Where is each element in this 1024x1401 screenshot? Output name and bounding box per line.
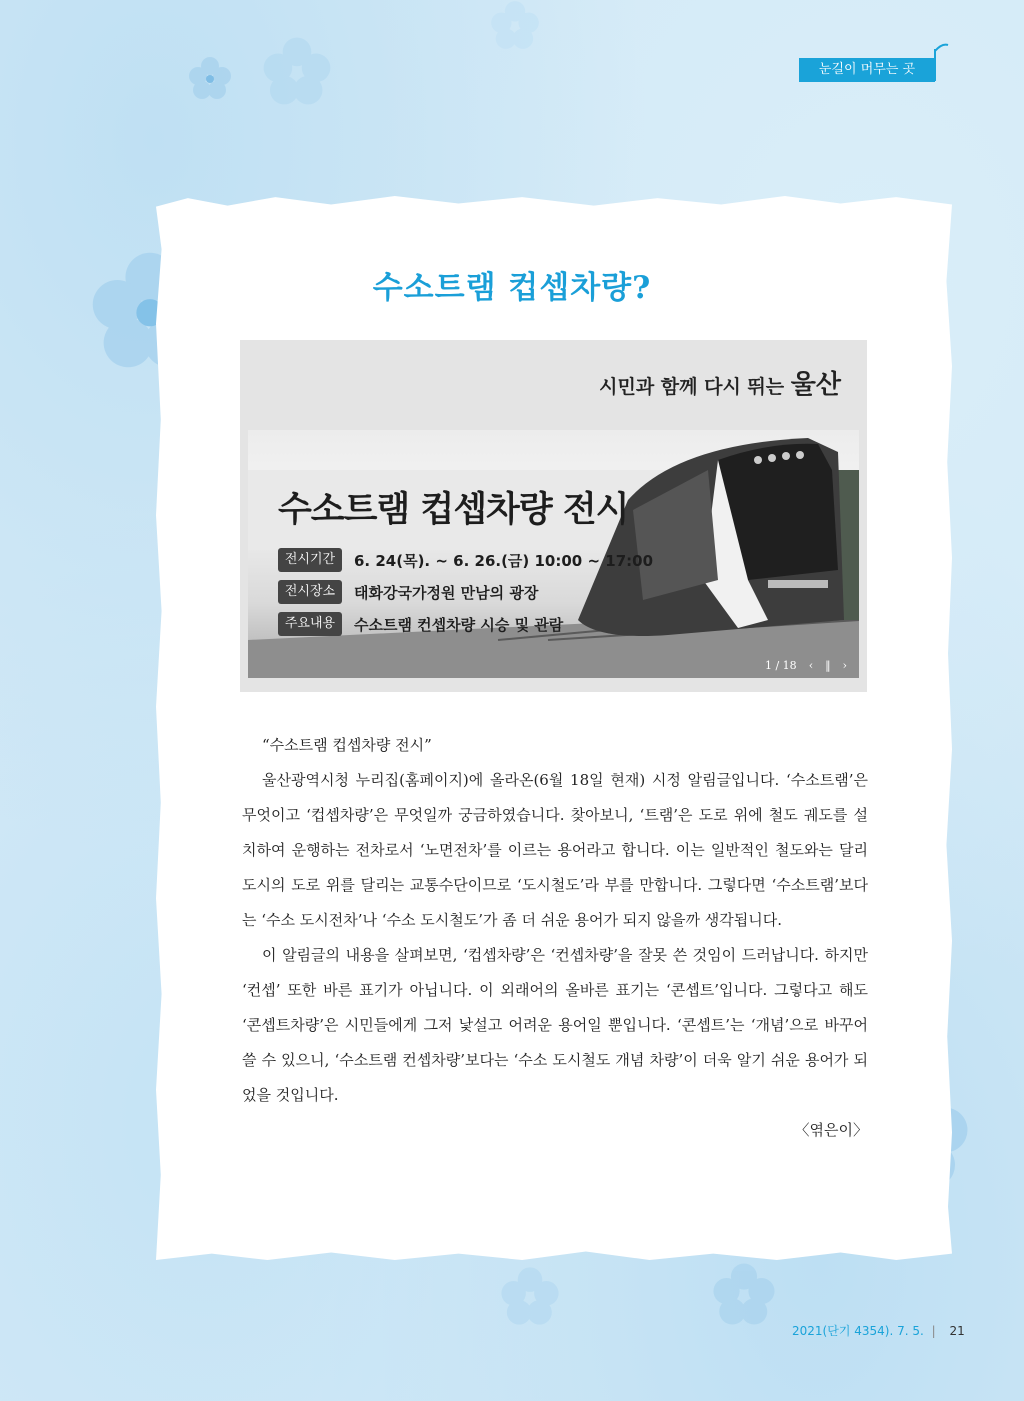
flower-decoration-icon [262,36,332,106]
article-paragraph: 울산광역시청 누리집(홈페이지)에 올라온(6월 18일 현재) 시정 알림글입니다. ‘수소트램’은 무엇이고 ‘컵셉차량’은 무엇일까 궁금하였습니다. 찾아보니, ‘트램’은 도로 위에 철도 궤도를 설치하여 운행하는 전차로서 ‘노면전차’를 이르는 용어라고 합니다. 이는 일반적인 철도와는 달리 도시의 도로 위를 달리는 교통수단이므로 ‘도시철도’라 부를 만합니다. 그렇다면 ‘수소트램’보다는 ‘수소 도시전차’나 ‘수소 도시철도’가 좀 더 쉬운 용어가 되지 않을까 생각됩니다. [242,771,868,929]
footer-separator: | [931,1324,936,1338]
banner-headline: 수소트램 컵셉차량 전시 [278,490,629,530]
section-tag: 눈길이 머무는 곳 [799,58,935,82]
article-signature: 〈엮은이〉 [794,1121,868,1139]
article-body [242,728,868,1148]
tram-photo [248,430,859,678]
info-value: 6. 24(목). ~ 6. 26.(금) 10:00 ~ 17:00 [354,551,654,570]
sprout-icon [926,41,950,81]
flower-decoration-icon [500,1266,560,1326]
article-title: 수소트램 컵셉차량? [372,270,652,306]
banner-slogan [240,364,841,401]
banner-slogan-city: 울산 [790,370,841,400]
exhibition-banner-image [240,340,867,692]
flower-decoration-icon [188,56,232,100]
flower-decoration-icon [480,0,550,50]
article-paragraph: 이 알림글의 내용을 살펴보면, ‘컵셉차량’은 ‘컨셉차량’을 잘못 쓴 것임이 드러납니다. 하지만 ‘컨셉’ 또한 바른 표기가 아닙니다. 이 외래어의 올바른 표기는 ‘콘셉트’입니다. 그렇다고 해도 ‘콘셉트차량’은 시민들에게 그저 낯설고 어려운 용어일 뿐입니다. ‘콘셉트’는 ‘개념’으로 바꾸어 쓸 수 있으니, ‘수소트램 컨셉차량’보다는 ‘수소 도시철도 개념 차량’이 더욱 알기 쉬운 용어가 되었을 것입니다. [242,946,868,1104]
flower-decoration-icon [712,1262,776,1326]
info-label: 전시기간 [278,548,342,572]
slide-pager [765,659,847,672]
chevron-right-icon: › [842,659,847,672]
banner-info-row [278,580,538,604]
banner-info-row [278,612,563,636]
page-footer [792,1322,965,1339]
banner-slogan-prefix: 시민과 함께 다시 뛰는 [599,376,785,398]
slide-counter: 1 / 18 [764,659,797,672]
article-quote: “수소트램 컵셉차량 전시” [262,736,432,754]
page-number: 21 [949,1324,965,1338]
chevron-left-icon: ‹ [808,659,814,672]
info-label: 전시장소 [278,580,342,604]
info-value: 수소트램 컨셉차량 시승 및 관람 [354,615,564,634]
issue-date: 2021(단기 4354). 7. 5. [792,1324,924,1338]
banner-info-row [278,548,653,572]
pause-icon: ‖ [825,659,831,672]
info-value: 태화강국가정원 만남의 광장 [354,583,539,602]
info-label: 주요내용 [278,612,342,636]
